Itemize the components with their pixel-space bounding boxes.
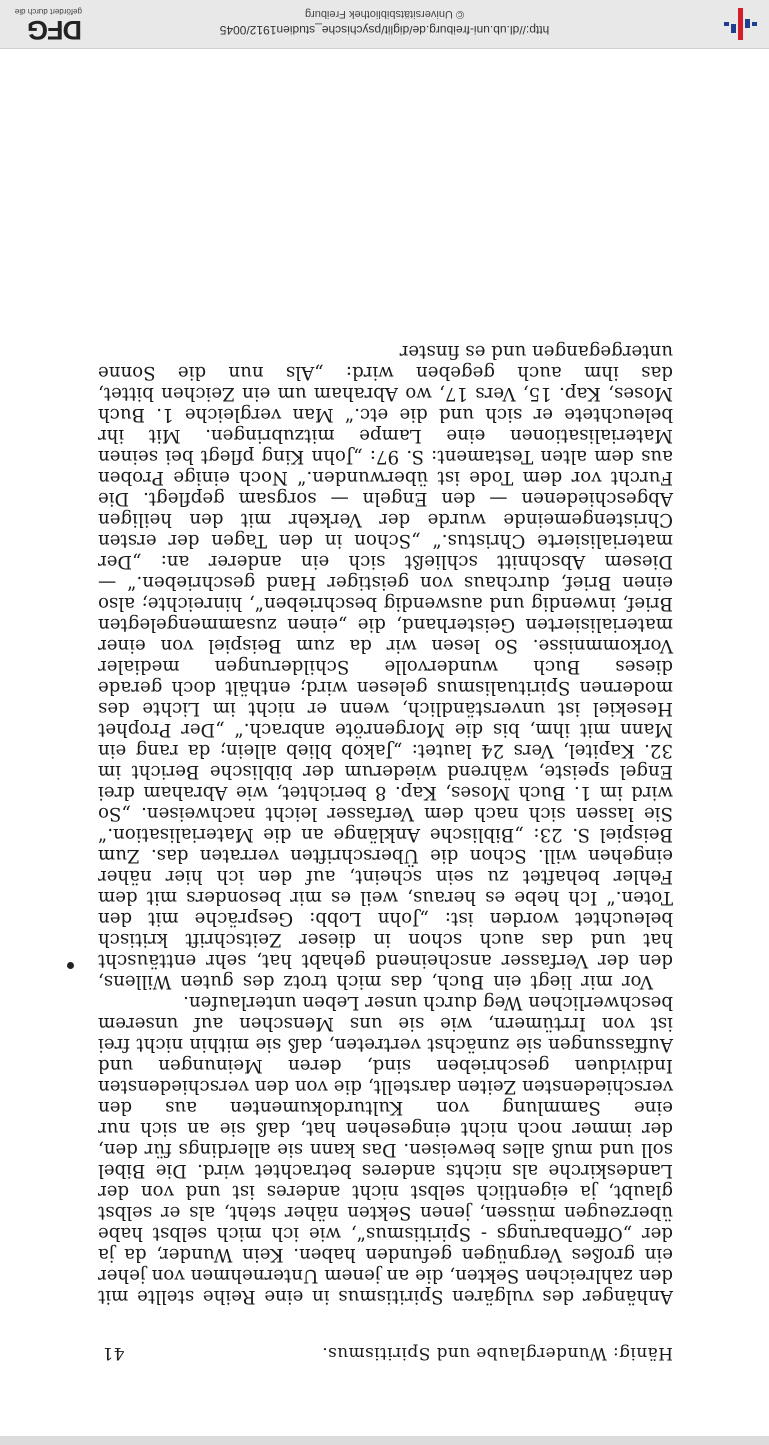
- page-number: 41: [102, 1343, 125, 1363]
- paragraph: Vor mir liegt ein Buch, das mich trotz des guten Willens, den der Verfasser anscheinend gehabt hat, sehr enttäuscht hat und das auch schon in dieser Zeitschrift kritisch beleuchtet worden ist: „John Lobb: Gespräche mit den Toten.“ Ich hebe es heraus, weil es mir besonders mit dem Fehler behaftet zu sein scheint, auf den ich hier näher eingehen will. Schon die Überschriften verraten das. Zum Beispiel S. 23: „Biblische Anklänge an die Materialisation.“ Sie lassen sich nach dem Verfasser leicht nachweisen. „So wird im 1. Buch Moses, Kap. 8 berichtet, wie Abraham drei Engel speiste, während wiederum der biblische Bericht im 32. Kapitel, Vers 24 lautet: „Jakob blieb allein; da rang ein Mann mit ihm, bis die Morgenröte anbrach.“ „Der Prophet Hesekiel ist unverständlich, wenn er nicht im Lichte des modernen Spiritualismus gelesen wird; enthält doch gerade dieses Buch wundervolle Schilderungen medialer Vorkommnisse. So lesen wir da zum Beispiel von einer materialisierten Geisterhand, die „einen zusammengelegten Brief, inwendig und auswendig beschrieben“, hinreichte; also einen Brief, durchaus von geistiger Hand geschrieben.“ — Diesem Abschnitt schließt sich ein anderer an: „Der materialisierte Christus.“ „Schon in den Tagen der ersten Christengemeinde wurde der Verkehr mit den heiligen Abgeschiedenen — den Engeln — sorgsam gepflegt. Die Furcht vor dem Tode ist überwunden.“ Noch einige Proben aus dem alten Testament: S. 97: „John King pflegt bei seinen Materialisationen eine Lampe mitzubringen. Mit ihr beleuchtete er sich und die etc.“ Man vergleiche 1. Buch Moses, Kap. 15, Vers 17, wo Abraham um ein Zeichen bittet, das ihm auch gegeben wird: „Als nun die Sonne untergegangen und es finster: [98, 341, 673, 992]
- dfg-logo-mark: DFG: [28, 15, 82, 45]
- viewer-header: [0, 0, 769, 49]
- document-url[interactable]: http://dl.ub.uni-freiburg.de/diglit/psychische_studien1912/0045: [219, 23, 550, 37]
- dfg-logo-subtext: gefördert durch die: [14, 7, 82, 16]
- running-title: Hänig: Wunderglaube und Spiritismus.: [321, 1343, 673, 1363]
- body-text: [98, 341, 673, 1307]
- viewer-header-content: [0, 0, 769, 48]
- copyright-notice: © Universitätsbibliothek Freiburg: [304, 8, 465, 20]
- viewer-footer-strip: [0, 1436, 769, 1445]
- book-page: [98, 188, 673, 1363]
- dfg-logo[interactable]: [6, 4, 82, 44]
- running-head: [98, 1329, 673, 1363]
- ink-speck: [67, 962, 74, 969]
- paragraph: Anhänger des vulgären Spiritismus in eine Reihe stellte mit den zahlreichen Sekten, die an jenem Unternehmen von jeher ein großes Vergnügen gefunden haben. Kein Wunder, da ja der „Offenbarungs - Spiritismus“, wie ich mich selbst habe überzeugen müssen, jenen Sekten näher steht, als er selbst glaubt, ja eigentlich selbst nicht anderes ist und von der Landeskirche als nichts anderes betrachtet wird. Die Bibel soll und muß alles beweisen. Das kann sie allerdings für den, der immer noch nicht eingesehen hat, daß sie an sich nur eine Sammlung von Kulturdokumenten aus den verschiedensten Zeiten darstellt, die von den verschiedensten Individuen geschrieben sind, deren Meinungen und Auffassungen sie zunächst vertreten, daß sie mithin nicht frei ist von Irrtümern, wie sie uns Menschen auf unserem beschwerlichen Weg durch unser Leben unterlaufen.: [98, 992, 673, 1307]
